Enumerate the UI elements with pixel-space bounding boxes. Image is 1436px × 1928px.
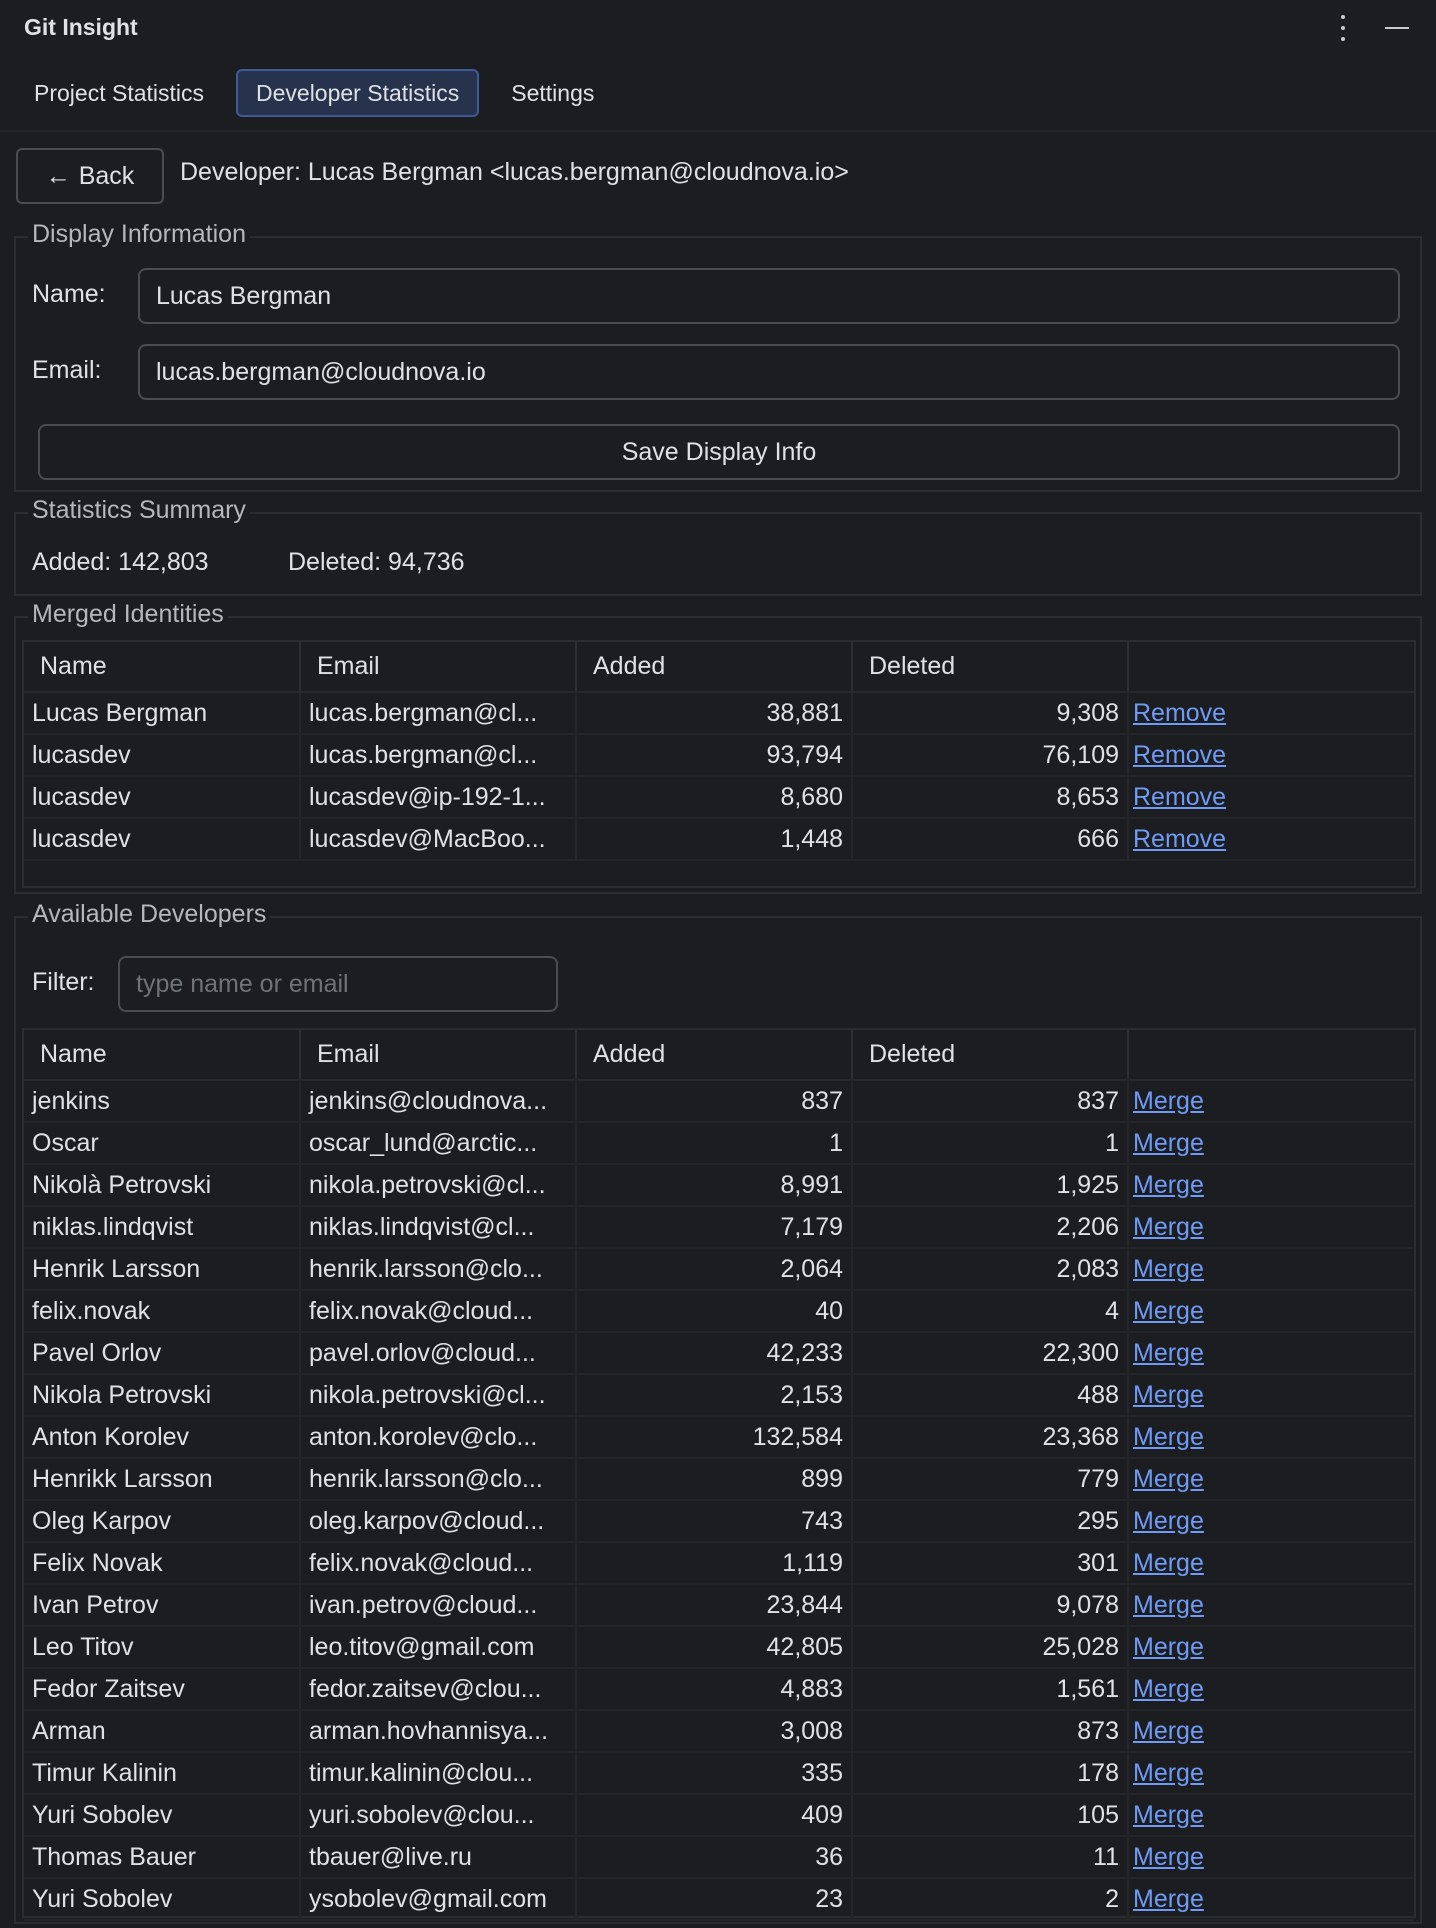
table-row bbox=[24, 1416, 1414, 1458]
merge-link[interactable]: Merge bbox=[1133, 1128, 1204, 1157]
cell-deleted: 2,083 bbox=[852, 1248, 1128, 1290]
email-label: Email: bbox=[32, 356, 102, 384]
merge-link[interactable]: Merge bbox=[1133, 1380, 1204, 1409]
cell-deleted: 2,206 bbox=[852, 1206, 1128, 1248]
table-row bbox=[24, 1626, 1414, 1668]
group-title: Available Developers bbox=[28, 900, 270, 929]
column-header-action bbox=[1128, 642, 1414, 692]
deleted-total: Deleted: 94,736 bbox=[288, 548, 465, 576]
cell-deleted: 25,028 bbox=[852, 1626, 1128, 1668]
cell-added: 4,883 bbox=[576, 1668, 852, 1710]
cell-email: ysobolev@gmail.com bbox=[300, 1878, 576, 1920]
table-row bbox=[24, 1206, 1414, 1248]
remove-link[interactable]: Remove bbox=[1133, 782, 1227, 811]
merge-link[interactable]: Merge bbox=[1133, 1590, 1204, 1619]
remove-link[interactable]: Remove bbox=[1133, 824, 1227, 853]
cell-added: 2,153 bbox=[576, 1374, 852, 1416]
cell-email: henrik.larsson@clo... bbox=[300, 1458, 576, 1500]
merge-link[interactable]: Merge bbox=[1133, 1254, 1204, 1283]
merge-link[interactable]: Merge bbox=[1133, 1632, 1204, 1661]
cell-email: henrik.larsson@clo... bbox=[300, 1248, 576, 1290]
cell-email: nikola.petrovski@cl... bbox=[300, 1374, 576, 1416]
table-row bbox=[24, 1332, 1414, 1374]
cell-email: oleg.karpov@cloud... bbox=[300, 1500, 576, 1542]
table-row bbox=[24, 1542, 1414, 1584]
arrow-left-icon: ← bbox=[45, 161, 71, 190]
table-row bbox=[24, 1794, 1414, 1836]
cell-name: Ivan Petrov bbox=[24, 1584, 300, 1626]
cell-added: 899 bbox=[576, 1458, 852, 1500]
cell-email: lucasdev@ip-192-1... bbox=[300, 776, 576, 818]
save-display-info-button[interactable]: Save Display Info bbox=[38, 424, 1400, 480]
cell-name: Timur Kalinin bbox=[24, 1752, 300, 1794]
cell-email: nikola.petrovski@cl... bbox=[300, 1164, 576, 1206]
cell-email: leo.titov@gmail.com bbox=[300, 1626, 576, 1668]
merged-identities-group bbox=[14, 600, 1422, 894]
table-row bbox=[24, 1458, 1414, 1500]
cell-email: ivan.petrov@cloud... bbox=[300, 1584, 576, 1626]
merge-link[interactable]: Merge bbox=[1133, 1758, 1204, 1787]
title-bar bbox=[0, 0, 1436, 56]
column-header-added[interactable]: Added bbox=[576, 1030, 852, 1080]
merge-link[interactable]: Merge bbox=[1133, 1086, 1204, 1115]
added-total: Added: 142,803 bbox=[32, 548, 209, 576]
cell-deleted: 779 bbox=[852, 1458, 1128, 1500]
table-row bbox=[24, 1290, 1414, 1332]
cell-name: lucasdev bbox=[24, 734, 300, 776]
merge-link[interactable]: Merge bbox=[1133, 1884, 1204, 1913]
cell-added: 1,448 bbox=[576, 818, 852, 860]
column-header-name[interactable]: Name bbox=[24, 642, 300, 692]
table-row bbox=[24, 1080, 1414, 1122]
cell-deleted: 1,925 bbox=[852, 1164, 1128, 1206]
cell-name: felix.novak bbox=[24, 1290, 300, 1332]
table-row bbox=[24, 734, 1414, 776]
cell-email: jenkins@cloudnova... bbox=[300, 1080, 576, 1122]
remove-link[interactable]: Remove bbox=[1133, 740, 1227, 769]
cell-name: Arman bbox=[24, 1710, 300, 1752]
cell-added: 1 bbox=[576, 1122, 852, 1164]
cell-name: niklas.lindqvist bbox=[24, 1206, 300, 1248]
cell-added: 409 bbox=[576, 1794, 852, 1836]
column-header-name[interactable]: Name bbox=[24, 1030, 300, 1080]
column-header-email[interactable]: Email bbox=[300, 642, 576, 692]
cell-added: 42,233 bbox=[576, 1332, 852, 1374]
merge-link[interactable]: Merge bbox=[1133, 1716, 1204, 1745]
cell-added: 1,119 bbox=[576, 1542, 852, 1584]
cell-added: 93,794 bbox=[576, 734, 852, 776]
cell-added: 8,991 bbox=[576, 1164, 852, 1206]
display-information-group bbox=[14, 220, 1422, 492]
cell-deleted: 1 bbox=[852, 1122, 1128, 1164]
cell-added: 23 bbox=[576, 1878, 852, 1920]
cell-deleted: 76,109 bbox=[852, 734, 1128, 776]
cell-deleted: 666 bbox=[852, 818, 1128, 860]
filter-label: Filter: bbox=[32, 968, 95, 996]
cell-email: timur.kalinin@clou... bbox=[300, 1752, 576, 1794]
cell-added: 40 bbox=[576, 1290, 852, 1332]
cell-name: Oleg Karpov bbox=[24, 1500, 300, 1542]
cell-name: Henrikk Larsson bbox=[24, 1458, 300, 1500]
cell-added: 8,680 bbox=[576, 776, 852, 818]
merge-link[interactable]: Merge bbox=[1133, 1464, 1204, 1493]
cell-deleted: 295 bbox=[852, 1500, 1128, 1542]
table-row bbox=[24, 1752, 1414, 1794]
merge-link[interactable]: Merge bbox=[1133, 1842, 1204, 1871]
cell-name: lucasdev bbox=[24, 818, 300, 860]
cell-deleted: 4 bbox=[852, 1290, 1128, 1332]
cell-deleted: 105 bbox=[852, 1794, 1128, 1836]
column-header-action bbox=[1128, 1030, 1414, 1080]
back-button[interactable] bbox=[16, 148, 164, 204]
table-row bbox=[24, 692, 1414, 734]
cell-added: 335 bbox=[576, 1752, 852, 1794]
cell-email: oscar_lund@arctic... bbox=[300, 1122, 576, 1164]
merged-identities-table bbox=[22, 640, 1416, 888]
merge-link[interactable]: Merge bbox=[1133, 1800, 1204, 1829]
column-header-email[interactable]: Email bbox=[300, 1030, 576, 1080]
cell-added: 23,844 bbox=[576, 1584, 852, 1626]
app-title: Git Insight bbox=[24, 14, 138, 40]
kebab-menu-icon[interactable] bbox=[1332, 12, 1354, 44]
cell-deleted: 22,300 bbox=[852, 1332, 1128, 1374]
name-input[interactable] bbox=[138, 268, 1400, 324]
cell-deleted: 301 bbox=[852, 1542, 1128, 1584]
cell-email: tbauer@live.ru bbox=[300, 1836, 576, 1878]
table-row bbox=[24, 1836, 1414, 1878]
tabs-divider bbox=[0, 130, 1436, 132]
cell-added: 3,008 bbox=[576, 1710, 852, 1752]
tab-bar bbox=[0, 68, 1436, 118]
email-input[interactable] bbox=[138, 344, 1400, 400]
cell-name: Pavel Orlov bbox=[24, 1332, 300, 1374]
cell-deleted: 488 bbox=[852, 1374, 1128, 1416]
cell-added: 38,881 bbox=[576, 692, 852, 734]
name-label: Name: bbox=[32, 280, 106, 308]
table-row bbox=[24, 776, 1414, 818]
group-title: Display Information bbox=[28, 220, 250, 249]
cell-name: Nikola Petrovski bbox=[24, 1374, 300, 1416]
merge-link[interactable]: Merge bbox=[1133, 1674, 1204, 1703]
cell-email: lucasdev@MacBoo... bbox=[300, 818, 576, 860]
merge-link[interactable]: Merge bbox=[1133, 1506, 1204, 1535]
remove-link[interactable]: Remove bbox=[1133, 698, 1227, 727]
cell-name: Henrik Larsson bbox=[24, 1248, 300, 1290]
merge-link[interactable]: Merge bbox=[1133, 1422, 1204, 1451]
cell-email: arman.hovhannisya... bbox=[300, 1710, 576, 1752]
column-header-deleted[interactable]: Deleted bbox=[852, 1030, 1128, 1080]
table-row bbox=[24, 1122, 1414, 1164]
cell-deleted: 178 bbox=[852, 1752, 1128, 1794]
cell-deleted: 8,653 bbox=[852, 776, 1128, 818]
table-row bbox=[24, 1710, 1414, 1752]
table-row bbox=[24, 1878, 1414, 1920]
cell-added: 42,805 bbox=[576, 1626, 852, 1668]
table-row bbox=[24, 818, 1414, 860]
cell-name: Leo Titov bbox=[24, 1626, 300, 1668]
cell-added: 36 bbox=[576, 1836, 852, 1878]
cell-name: Yuri Sobolev bbox=[24, 1794, 300, 1836]
cell-email: lucas.bergman@cl... bbox=[300, 734, 576, 776]
cell-name: Fedor Zaitsev bbox=[24, 1668, 300, 1710]
cell-deleted: 2 bbox=[852, 1878, 1128, 1920]
cell-name: Nikolà Petrovski bbox=[24, 1164, 300, 1206]
table-row bbox=[24, 1500, 1414, 1542]
cell-deleted: 9,308 bbox=[852, 692, 1128, 734]
merge-link[interactable]: Merge bbox=[1133, 1338, 1204, 1367]
cell-deleted: 11 bbox=[852, 1836, 1128, 1878]
available-developers-group bbox=[14, 900, 1422, 1924]
cell-deleted: 837 bbox=[852, 1080, 1128, 1122]
cell-name: Oscar bbox=[24, 1122, 300, 1164]
cell-email: pavel.orlov@cloud... bbox=[300, 1332, 576, 1374]
cell-added: 743 bbox=[576, 1500, 852, 1542]
tab-developer-statistics[interactable]: Developer Statistics bbox=[236, 69, 479, 117]
filter-input[interactable] bbox=[118, 956, 558, 1012]
cell-added: 7,179 bbox=[576, 1206, 852, 1248]
back-label: Back bbox=[78, 161, 135, 190]
table-row bbox=[24, 1668, 1414, 1710]
cell-name: Anton Korolev bbox=[24, 1416, 300, 1458]
cell-email: lucas.bergman@cl... bbox=[300, 692, 576, 734]
cell-name: Yuri Sobolev bbox=[24, 1878, 300, 1920]
cell-email: felix.novak@cloud... bbox=[300, 1290, 576, 1332]
cell-added: 837 bbox=[576, 1080, 852, 1122]
column-header-added[interactable]: Added bbox=[576, 642, 852, 692]
group-title: Statistics Summary bbox=[28, 496, 250, 525]
cell-deleted: 9,078 bbox=[852, 1584, 1128, 1626]
developer-title: Developer: Lucas Bergman <lucas.bergman@cloudnova.io> bbox=[180, 158, 849, 186]
table-row bbox=[24, 1164, 1414, 1206]
minimize-icon[interactable] bbox=[1383, 17, 1413, 41]
table-row bbox=[24, 1248, 1414, 1290]
cell-name: jenkins bbox=[24, 1080, 300, 1122]
tab-settings[interactable]: Settings bbox=[511, 79, 595, 106]
cell-name: Felix Novak bbox=[24, 1542, 300, 1584]
cell-deleted: 23,368 bbox=[852, 1416, 1128, 1458]
merge-link[interactable]: Merge bbox=[1133, 1296, 1204, 1325]
merge-link[interactable]: Merge bbox=[1133, 1548, 1204, 1577]
cell-added: 2,064 bbox=[576, 1248, 852, 1290]
cell-deleted: 873 bbox=[852, 1710, 1128, 1752]
cell-deleted: 1,561 bbox=[852, 1668, 1128, 1710]
cell-name: lucasdev bbox=[24, 776, 300, 818]
merge-link[interactable]: Merge bbox=[1133, 1170, 1204, 1199]
available-developers-table bbox=[22, 1028, 1416, 1918]
merge-link[interactable]: Merge bbox=[1133, 1212, 1204, 1241]
cell-email: felix.novak@cloud... bbox=[300, 1542, 576, 1584]
group-title: Merged Identities bbox=[28, 600, 228, 629]
cell-added: 132,584 bbox=[576, 1416, 852, 1458]
tab-project-statistics[interactable]: Project Statistics bbox=[34, 79, 204, 106]
cell-email: fedor.zaitsev@clou... bbox=[300, 1668, 576, 1710]
table-row bbox=[24, 1374, 1414, 1416]
table-row bbox=[24, 1584, 1414, 1626]
cell-name: Lucas Bergman bbox=[24, 692, 300, 734]
cell-email: niklas.lindqvist@cl... bbox=[300, 1206, 576, 1248]
statistics-summary-group bbox=[14, 496, 1422, 596]
cell-email: yuri.sobolev@clou... bbox=[300, 1794, 576, 1836]
cell-email: anton.korolev@clo... bbox=[300, 1416, 576, 1458]
cell-name: Thomas Bauer bbox=[24, 1836, 300, 1878]
column-header-deleted[interactable]: Deleted bbox=[852, 642, 1128, 692]
